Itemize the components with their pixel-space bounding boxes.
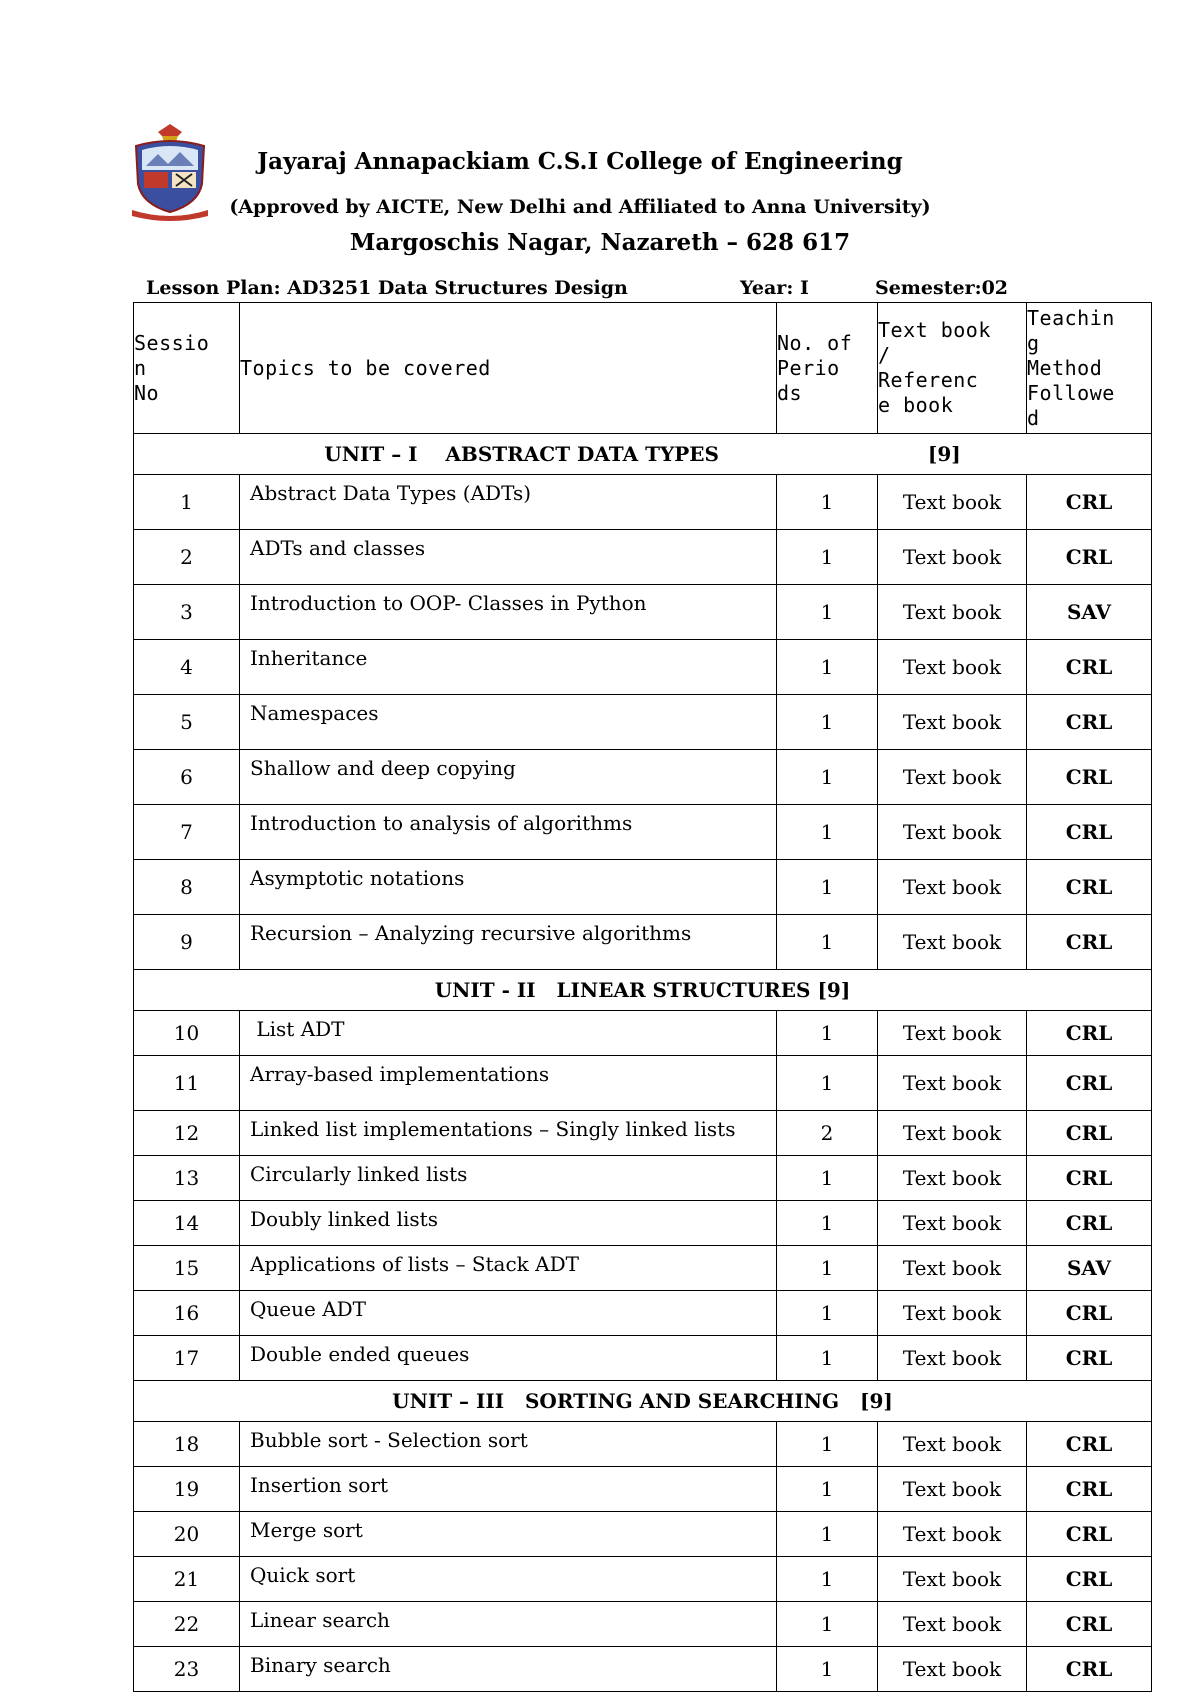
topic-cell: Applications of lists – Stack ADT	[240, 1246, 777, 1291]
session-number-cell: 15	[134, 1246, 240, 1291]
unit-title: UNIT – I ABSTRACT DATA TYPES [9]	[134, 434, 1152, 475]
text-book-cell: Text book	[878, 860, 1027, 915]
session-number-cell: 11	[134, 1056, 240, 1111]
teaching-method-cell: CRL	[1027, 1422, 1152, 1467]
topic-cell: List ADT	[240, 1011, 777, 1056]
topic-cell: Array-based implementations	[240, 1056, 777, 1111]
session-number-cell: 5	[134, 695, 240, 750]
header-periods: No. of Perio ds	[777, 303, 878, 434]
topic-cell: Asymptotic notations	[240, 860, 777, 915]
header-teaching-method: Teachin g Method Followe d	[1027, 303, 1152, 434]
text-book-cell: Text book	[878, 805, 1027, 860]
topic-cell: Double ended queues	[240, 1336, 777, 1381]
topic-cell: Recursion – Analyzing recursive algorithms	[240, 915, 777, 970]
session-number-cell: 21	[134, 1557, 240, 1602]
periods-cell: 1	[777, 530, 878, 585]
text-book-cell: Text book	[878, 530, 1027, 585]
lesson-plan-title: Lesson Plan: AD3251 Data Structures Design	[146, 277, 628, 299]
periods-cell: 1	[777, 1246, 878, 1291]
session-number-cell: 14	[134, 1201, 240, 1246]
teaching-method-cell: CRL	[1027, 750, 1152, 805]
header-topics: Topics to be covered	[240, 303, 777, 434]
session-number-cell: 1	[134, 475, 240, 530]
topic-cell: Doubly linked lists	[240, 1201, 777, 1246]
periods-cell: 1	[777, 1467, 878, 1512]
session-number-cell: 17	[134, 1336, 240, 1381]
periods-cell: 1	[777, 1647, 878, 1692]
topic-cell: Shallow and deep copying	[240, 750, 777, 805]
table-row	[134, 1246, 1152, 1291]
topic-cell: Abstract Data Types (ADTs)	[240, 475, 777, 530]
text-book-cell: Text book	[878, 1512, 1027, 1557]
topic-cell: Inheritance	[240, 640, 777, 695]
text-book-cell: Text book	[878, 1111, 1027, 1156]
text-book-cell: Text book	[878, 1011, 1027, 1056]
session-number-cell: 8	[134, 860, 240, 915]
topic-cell: Circularly linked lists	[240, 1156, 777, 1201]
teaching-method-cell: CRL	[1027, 1647, 1152, 1692]
periods-cell: 1	[777, 805, 878, 860]
text-book-cell: Text book	[878, 1156, 1027, 1201]
session-number-cell: 4	[134, 640, 240, 695]
topic-cell: Queue ADT	[240, 1291, 777, 1336]
session-number-cell: 19	[134, 1467, 240, 1512]
session-number-cell: 13	[134, 1156, 240, 1201]
text-book-cell: Text book	[878, 1201, 1027, 1246]
text-book-cell: Text book	[878, 1602, 1027, 1647]
teaching-method-cell: CRL	[1027, 640, 1152, 695]
text-book-cell: Text book	[878, 1336, 1027, 1381]
periods-cell: 1	[777, 1512, 878, 1557]
table-row	[134, 695, 1152, 750]
teaching-method-cell: CRL	[1027, 1512, 1152, 1557]
table-header-row	[134, 303, 1152, 434]
periods-cell: 1	[777, 1336, 878, 1381]
topic-cell: Namespaces	[240, 695, 777, 750]
table-row	[134, 585, 1152, 640]
table-row	[134, 1201, 1152, 1246]
periods-cell: 1	[777, 1422, 878, 1467]
text-book-cell: Text book	[878, 915, 1027, 970]
teaching-method-cell: CRL	[1027, 475, 1152, 530]
periods-cell: 1	[777, 1602, 878, 1647]
topic-cell: Quick sort	[240, 1557, 777, 1602]
unit-header-row	[134, 970, 1152, 1011]
teaching-method-cell: SAV	[1027, 1246, 1152, 1291]
text-book-cell: Text book	[878, 750, 1027, 805]
session-number-cell: 9	[134, 915, 240, 970]
session-number-cell: 2	[134, 530, 240, 585]
periods-cell: 1	[777, 1557, 878, 1602]
text-book-cell: Text book	[878, 1647, 1027, 1692]
text-book-cell: Text book	[878, 585, 1027, 640]
teaching-method-cell: CRL	[1027, 695, 1152, 750]
college-address: Margoschis Nagar, Nazareth – 628 617	[349, 229, 851, 256]
text-book-cell: Text book	[878, 640, 1027, 695]
teaching-method-cell: CRL	[1027, 1602, 1152, 1647]
session-number-cell: 16	[134, 1291, 240, 1336]
session-number-cell: 12	[134, 1111, 240, 1156]
topic-cell: ADTs and classes	[240, 530, 777, 585]
topic-cell: Introduction to analysis of algorithms	[240, 805, 777, 860]
teaching-method-cell: CRL	[1027, 860, 1152, 915]
periods-cell: 1	[777, 1011, 878, 1056]
periods-cell: 1	[777, 695, 878, 750]
text-book-cell: Text book	[878, 1467, 1027, 1512]
periods-cell: 1	[777, 1156, 878, 1201]
unit-header-row	[134, 1381, 1152, 1422]
table-row	[134, 1422, 1152, 1467]
approval-note: (Approved by AICTE, New Delhi and Affiliated to Anna University)	[229, 196, 931, 218]
text-book-cell: Text book	[878, 1557, 1027, 1602]
text-book-cell: Text book	[878, 695, 1027, 750]
teaching-method-cell: CRL	[1027, 1557, 1152, 1602]
periods-cell: 1	[777, 640, 878, 695]
header-session-no: Sessio n No	[134, 303, 240, 434]
table-row	[134, 1512, 1152, 1557]
table-row	[134, 860, 1152, 915]
table-row	[134, 530, 1152, 585]
periods-cell: 1	[777, 1291, 878, 1336]
table-row	[134, 1056, 1152, 1111]
table-row	[134, 640, 1152, 695]
periods-cell: 2	[777, 1111, 878, 1156]
table-row	[134, 1291, 1152, 1336]
teaching-method-cell: CRL	[1027, 1467, 1152, 1512]
table-row	[134, 1111, 1152, 1156]
teaching-method-cell: CRL	[1027, 915, 1152, 970]
topic-cell: Binary search	[240, 1647, 777, 1692]
text-book-cell: Text book	[878, 1422, 1027, 1467]
table-row	[134, 750, 1152, 805]
session-number-cell: 20	[134, 1512, 240, 1557]
periods-cell: 1	[777, 915, 878, 970]
teaching-method-cell: CRL	[1027, 1111, 1152, 1156]
year-label: Year: I	[740, 277, 809, 299]
table-row	[134, 1467, 1152, 1512]
topic-cell: Linear search	[240, 1602, 777, 1647]
teaching-method-cell: CRL	[1027, 1201, 1152, 1246]
unit-header-row	[134, 434, 1152, 475]
table-row	[134, 1602, 1152, 1647]
session-number-cell: 22	[134, 1602, 240, 1647]
text-book-cell: Text book	[878, 1246, 1027, 1291]
periods-cell: 1	[777, 585, 878, 640]
unit-title: UNIT - II LINEAR STRUCTURES [9]	[134, 970, 1152, 1011]
periods-cell: 1	[777, 1201, 878, 1246]
table-row	[134, 805, 1152, 860]
college-name: Jayaraj Annapackiam C.S.I College of Engineering	[257, 148, 903, 175]
session-number-cell: 3	[134, 585, 240, 640]
topic-cell: Bubble sort - Selection sort	[240, 1422, 777, 1467]
teaching-method-cell: SAV	[1027, 585, 1152, 640]
table-row	[134, 1557, 1152, 1602]
table-row	[134, 475, 1152, 530]
session-number-cell: 18	[134, 1422, 240, 1467]
topic-cell: Introduction to OOP- Classes in Python	[240, 585, 777, 640]
unit-title: UNIT – III SORTING AND SEARCHING [9]	[134, 1381, 1152, 1422]
session-number-cell: 10	[134, 1011, 240, 1056]
periods-cell: 1	[777, 860, 878, 915]
periods-cell: 1	[777, 750, 878, 805]
text-book-cell: Text book	[878, 1291, 1027, 1336]
table-row	[134, 915, 1152, 970]
session-number-cell: 6	[134, 750, 240, 805]
text-book-cell: Text book	[878, 1056, 1027, 1111]
teaching-method-cell: CRL	[1027, 530, 1152, 585]
teaching-method-cell: CRL	[1027, 805, 1152, 860]
periods-cell: 1	[777, 1056, 878, 1111]
session-number-cell: 7	[134, 805, 240, 860]
topic-cell: Insertion sort	[240, 1467, 777, 1512]
teaching-method-cell: CRL	[1027, 1336, 1152, 1381]
session-number-cell: 23	[134, 1647, 240, 1692]
topic-cell: Linked list implementations – Singly linked lists	[240, 1111, 777, 1156]
teaching-method-cell: CRL	[1027, 1011, 1152, 1056]
teaching-method-cell: CRL	[1027, 1156, 1152, 1201]
periods-cell: 1	[777, 475, 878, 530]
text-book-cell: Text book	[878, 475, 1027, 530]
lesson-plan-table	[133, 302, 1152, 1692]
table-row	[134, 1156, 1152, 1201]
topic-cell: Merge sort	[240, 1512, 777, 1557]
table-row	[134, 1647, 1152, 1692]
teaching-method-cell: CRL	[1027, 1291, 1152, 1336]
table-row	[134, 1336, 1152, 1381]
header-text-book: Text book / Referenc e book	[878, 303, 1027, 434]
semester-label: Semester:02	[875, 277, 1009, 299]
teaching-method-cell: CRL	[1027, 1056, 1152, 1111]
table-row	[134, 1011, 1152, 1056]
